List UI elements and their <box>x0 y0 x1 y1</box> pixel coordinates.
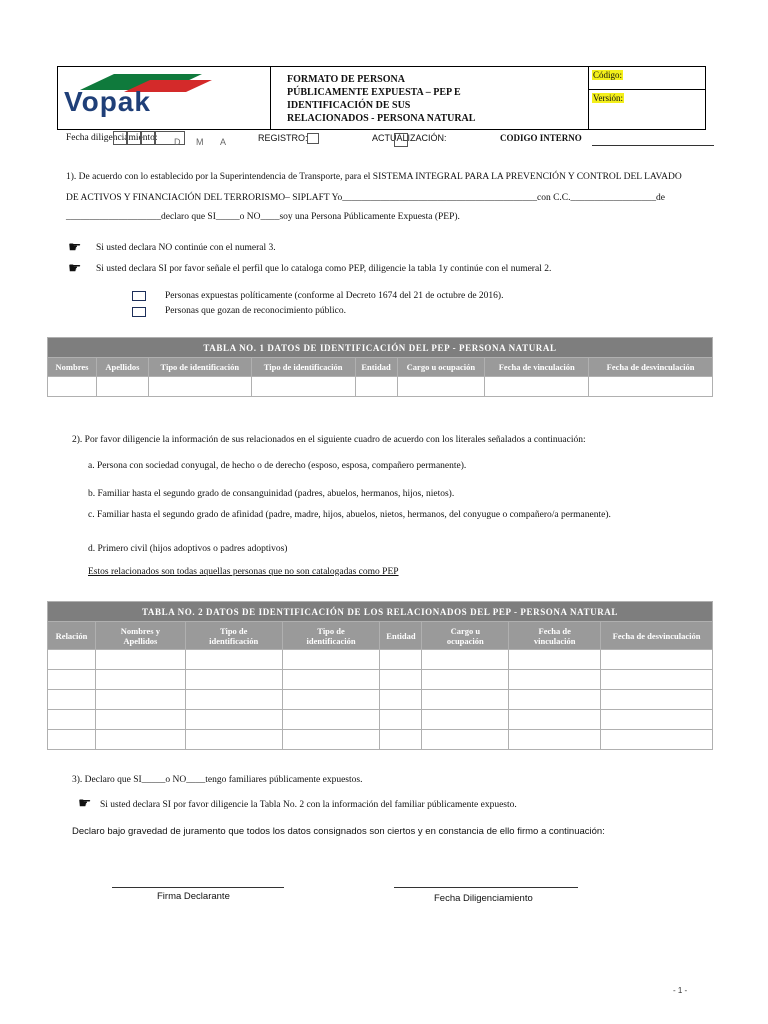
section3-bullet: Si usted declara SI por favor diligencie la Tabla No. 2 con la información del familiar públicamente expuesto. <box>100 800 517 810</box>
public-recognition-checkbox[interactable] <box>132 307 146 317</box>
date-box-1[interactable] <box>113 131 127 145</box>
section3-line: 3). Declaro que SI_____o NO____tengo familiares públicamente expuestos. <box>72 775 363 785</box>
table-cell[interactable] <box>601 730 713 750</box>
month-label: M <box>196 137 204 147</box>
table-row <box>48 650 713 670</box>
signature-line[interactable] <box>112 887 284 888</box>
table-cell[interactable] <box>95 730 185 750</box>
table-cell[interactable] <box>422 650 509 670</box>
firma-label: Firma Declarante <box>157 891 230 902</box>
table-cell[interactable] <box>601 690 713 710</box>
fecha-label: Fecha diligenciamiento: <box>66 133 158 143</box>
codigo-interno-label: CODIGO INTERNO <box>500 133 582 143</box>
table-cell[interactable] <box>48 650 96 670</box>
t1-col-fecha-vinc: Fecha de vinculación <box>485 358 589 377</box>
table-cell[interactable] <box>509 690 601 710</box>
t2-col-tipo-id-2: Tipo de identificación <box>282 622 380 650</box>
table-cell[interactable] <box>380 670 422 690</box>
title-line-1: FORMATO DE PERSONA <box>287 74 405 85</box>
table-cell[interactable] <box>185 690 282 710</box>
table-cell[interactable] <box>509 670 601 690</box>
table-row <box>48 730 713 750</box>
t2-col-relacion: Relación <box>48 622 96 650</box>
registro-checkbox[interactable] <box>307 133 319 144</box>
table-row <box>48 670 713 690</box>
table-cell[interactable] <box>422 730 509 750</box>
actualizacion-checkbox[interactable] <box>394 133 408 147</box>
day-label: D <box>174 137 181 147</box>
table-cell[interactable] <box>95 710 185 730</box>
title-line-2: PÚBLICAMENTE EXPUESTA – PEP E <box>287 87 461 98</box>
table1-title: TABLA NO. 1 DATOS DE IDENTIFICACIÓN DEL PEP - PERSONA NATURAL <box>48 338 713 358</box>
table-cell[interactable] <box>48 690 96 710</box>
section2-intro: 2). Por favor diligencie la información de sus relacionados en el siguiente cuadro de acuerdo con los literales señalados a continuación: <box>72 435 586 445</box>
pointing-hand-icon: ☛ <box>68 261 82 277</box>
t1-col-nombres: Nombres <box>48 358 97 377</box>
table-cell[interactable] <box>509 730 601 750</box>
table-cell[interactable] <box>422 690 509 710</box>
table-cell[interactable] <box>380 730 422 750</box>
t2-col-fecha-vinc: Fecha de vinculación <box>509 622 601 650</box>
date-box-3[interactable] <box>141 131 155 145</box>
version-label: Versión: <box>593 93 623 103</box>
table-cell[interactable] <box>95 690 185 710</box>
section1-line2: DE ACTIVOS Y FINANCIACIÓN DEL TERRORISMO– SIPLAFT Yo_________________________________________con C.C.__________________de <box>66 193 665 203</box>
pointing-hand-icon: ☛ <box>68 240 82 256</box>
option-political: Personas expuestas políticamente (conforme al Decreto 1674 del 21 de octubre de 2016). <box>165 291 504 301</box>
date-signature-line[interactable] <box>394 887 578 888</box>
table-2 <box>47 601 713 750</box>
oath-text: Declaro bajo gravedad de juramento que todos los datos consignados son ciertos y en constancia de ello firmo a continuación: <box>72 826 605 837</box>
table-cell[interactable] <box>185 650 282 670</box>
table-cell[interactable] <box>185 730 282 750</box>
logo-text: Vopak <box>64 86 151 117</box>
logo-cell <box>58 67 271 129</box>
table-cell[interactable] <box>282 650 380 670</box>
table-cell[interactable] <box>380 710 422 730</box>
table-cell[interactable] <box>422 710 509 730</box>
t1-col-fecha-desv: Fecha de desvinculación <box>589 358 713 377</box>
table-cell[interactable] <box>601 670 713 690</box>
t2-col-nombres-apellidos: Nombres y Apellidos <box>95 622 185 650</box>
form-title <box>271 67 589 129</box>
fecha-diligenciamiento-label: Fecha Diligenciamiento <box>434 893 533 904</box>
actualizacion-label: ACTUALIZACIÓN: <box>372 133 447 143</box>
literal-a: a. Persona con sociedad conyugal, de hecho o de derecho (esposo, esposa, compañero permanente). <box>88 461 467 471</box>
t2-col-cargo: Cargo u ocupación <box>422 622 509 650</box>
year-label: A <box>220 137 227 147</box>
t2-col-fecha-desv: Fecha de desvinculación <box>601 622 713 650</box>
table-row <box>48 690 713 710</box>
table-cell[interactable] <box>380 690 422 710</box>
table-cell[interactable] <box>282 690 380 710</box>
table-cell[interactable] <box>601 710 713 730</box>
table-cell[interactable] <box>48 730 96 750</box>
section1-line1: 1). De acuerdo con lo establecido por la Superintendencia de Transporte, para el SISTEMA INTEGRAL PARA LA PREVENCIÓN Y CONTROL DEL LAVADO <box>66 172 682 182</box>
table-cell[interactable] <box>380 650 422 670</box>
bullet-si: Si usted declara SI por favor señale el perfil que lo cataloga como PEP, diligencie la tabla 1y continúe con el numeral 2. <box>96 264 552 274</box>
table-cell[interactable] <box>282 730 380 750</box>
t1-col-apellidos: Apellidos <box>96 358 148 377</box>
table-cell[interactable] <box>282 710 380 730</box>
title-line-4: RELACIONADOS - PERSONA NATURAL <box>287 113 476 124</box>
t2-col-entidad: Entidad <box>380 622 422 650</box>
table-cell[interactable] <box>509 710 601 730</box>
table-row <box>48 710 713 730</box>
table-cell[interactable] <box>509 650 601 670</box>
relacionados-note: Estos relacionados son todas aquellas personas que no son catalogadas como PEP <box>88 567 399 577</box>
code-version-cell <box>589 67 706 129</box>
pointing-hand-icon: ☛ <box>78 796 92 812</box>
page-number: - 1 - <box>673 986 688 995</box>
literal-c: c. Familiar hasta el segundo grado de afinidad (padre, madre, hijos, abuelos, nietos, hermanos, del conyugue o compañero/a permanente). <box>88 510 611 520</box>
table-cell[interactable] <box>95 650 185 670</box>
table-cell[interactable] <box>48 710 96 730</box>
table-row <box>48 377 713 397</box>
t1-col-cargo: Cargo u ocupación <box>397 358 485 377</box>
table-cell[interactable] <box>282 670 380 690</box>
t1-col-tipo-id-2: Tipo de identificación <box>251 358 355 377</box>
code-row[interactable] <box>589 67 706 90</box>
bullet-no: Si usted declara NO continúe con el numeral 3. <box>96 243 276 253</box>
table2-body <box>48 650 713 750</box>
table-cell[interactable] <box>95 670 185 690</box>
table-1 <box>47 337 713 397</box>
literal-d: d. Primero civil (hijos adoptivos o padres adoptivos) <box>88 544 288 554</box>
t2-col-tipo-id-1: Tipo de identificación <box>185 622 282 650</box>
table2-title: TABLA NO. 2 DATOS DE IDENTIFICACIÓN DE LOS RELACIONADOS DEL PEP - PERSONA NATURAL <box>48 602 713 622</box>
table-cell[interactable] <box>185 670 282 690</box>
registro-label: REGISTRO: <box>258 133 308 143</box>
version-row[interactable] <box>589 90 706 104</box>
table-cell[interactable] <box>185 710 282 730</box>
t1-col-tipo-id-1: Tipo de identificación <box>148 358 251 377</box>
table-cell[interactable] <box>422 670 509 690</box>
literal-b: b. Familiar hasta el segundo grado de consanguinidad (padres, abuelos, hermanos, hijos, nietos). <box>88 489 455 499</box>
section1-line3: ____________________declaro que SI_____o NO____soy una Persona Públicamente Expuesta (PEP). <box>66 212 460 222</box>
document-header <box>57 66 706 130</box>
code-label: Código: <box>593 70 623 80</box>
date-box-2[interactable] <box>127 131 141 145</box>
codigo-interno-line[interactable] <box>592 145 714 146</box>
political-checkbox[interactable] <box>132 291 146 301</box>
option-public-recognition: Personas que gozan de reconocimiento público. <box>165 306 346 316</box>
table-cell[interactable] <box>601 650 713 670</box>
title-line-3: IDENTIFICACIÓN DE SUS <box>287 100 411 111</box>
t1-col-entidad: Entidad <box>355 358 397 377</box>
table-cell[interactable] <box>48 670 96 690</box>
